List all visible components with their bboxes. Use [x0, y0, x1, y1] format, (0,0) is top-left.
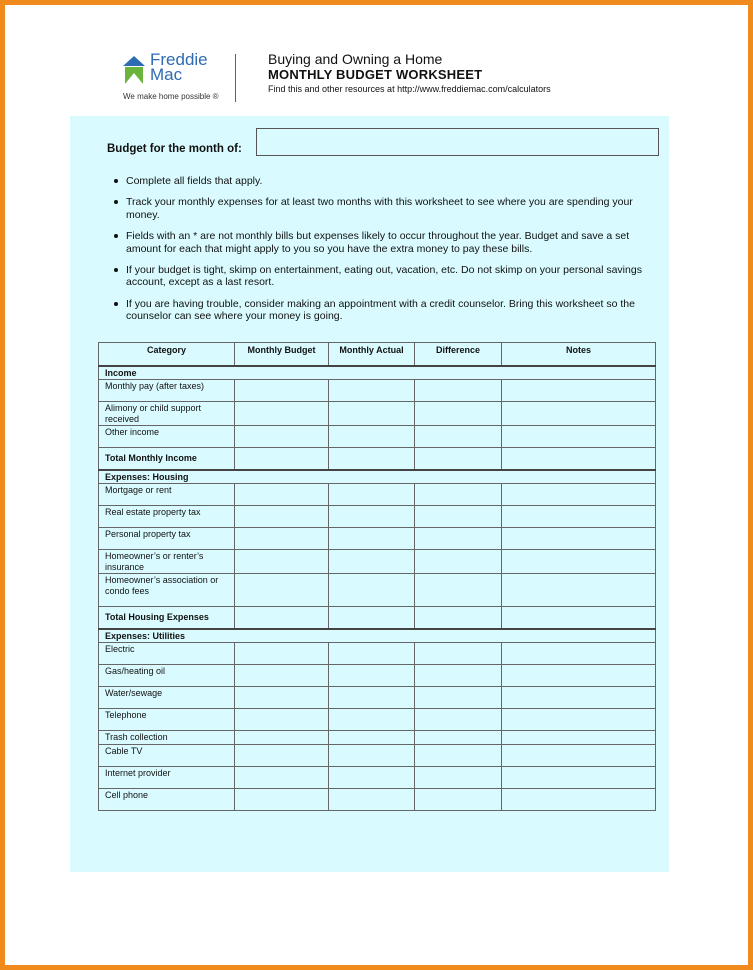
notes-cell[interactable] — [502, 665, 656, 687]
monthly-actual-cell[interactable] — [329, 448, 415, 470]
monthly-actual-cell[interactable] — [329, 550, 415, 574]
difference-cell[interactable] — [415, 607, 502, 629]
monthly-actual-cell[interactable] — [329, 788, 415, 810]
table-row — [99, 484, 656, 506]
category-label: Alimony or child support received — [99, 402, 235, 426]
monthly-actual-cell[interactable] — [329, 709, 415, 731]
monthly-budget-cell[interactable] — [235, 766, 329, 788]
monthly-budget-cell[interactable] — [235, 380, 329, 402]
bullet-icon — [114, 234, 118, 238]
notes-cell[interactable] — [502, 643, 656, 665]
table-row — [99, 550, 656, 574]
table-row — [99, 766, 656, 788]
instruction-text: If you are having trouble, consider making an appointment with a credit counselor. Bring this worksheet so the counselor can see where your money is going. — [126, 297, 635, 323]
table-row — [99, 574, 656, 607]
monthly-budget-cell[interactable] — [235, 426, 329, 448]
total-row — [99, 607, 656, 629]
monthly-budget-cell[interactable] — [235, 788, 329, 810]
category-label: Internet provider — [99, 766, 235, 788]
table-row — [99, 709, 656, 731]
instruction-item — [112, 298, 652, 323]
monthly-budget-cell[interactable] — [235, 744, 329, 766]
monthly-budget-cell[interactable] — [235, 643, 329, 665]
monthly-actual-cell[interactable] — [329, 426, 415, 448]
brand-tagline: We make home possible ® — [123, 92, 219, 101]
notes-cell[interactable] — [502, 380, 656, 402]
table-row — [99, 380, 656, 402]
table-row — [99, 788, 656, 810]
section-label: Expenses: Housing — [99, 470, 656, 484]
monthly-actual-cell[interactable] — [329, 506, 415, 528]
table-row — [99, 744, 656, 766]
table-header-row — [99, 343, 656, 366]
table-row — [99, 665, 656, 687]
table-row — [99, 643, 656, 665]
category-label: Gas/heating oil — [99, 665, 235, 687]
difference-cell[interactable] — [415, 402, 502, 426]
monthly-actual-cell[interactable] — [329, 665, 415, 687]
notes-cell[interactable] — [502, 574, 656, 607]
instruction-text: If your budget is tight, skimp on entertainment, eating out, vacation, etc. Do not skimp on your personal savings account, except as a last resort. — [126, 264, 642, 289]
monthly-budget-cell[interactable] — [235, 709, 329, 731]
notes-cell[interactable] — [502, 744, 656, 766]
section-row — [99, 366, 656, 380]
total-row — [99, 448, 656, 470]
table-row — [99, 426, 656, 448]
notes-cell[interactable] — [502, 607, 656, 629]
freddie-mac-logo — [123, 52, 233, 104]
section-row — [99, 629, 656, 643]
resources-link-text: Find this and other resources at http://www.freddiemac.com/calculators — [268, 84, 551, 94]
column-header-notes: Notes — [502, 343, 656, 366]
table-row — [99, 687, 656, 709]
category-label: Other income — [99, 426, 235, 448]
difference-cell[interactable] — [415, 448, 502, 470]
bullet-icon — [114, 179, 118, 183]
category-label: Trash collection — [99, 731, 235, 745]
notes-cell[interactable] — [502, 709, 656, 731]
monthly-budget-cell[interactable] — [235, 731, 329, 745]
difference-cell[interactable] — [415, 709, 502, 731]
difference-cell[interactable] — [415, 731, 502, 745]
notes-cell[interactable] — [502, 687, 656, 709]
budget-month-field[interactable] — [256, 128, 659, 156]
monthly-budget-cell[interactable] — [235, 402, 329, 426]
notes-cell[interactable] — [502, 484, 656, 506]
monthly-actual-cell[interactable] — [329, 574, 415, 607]
bullet-icon — [114, 200, 118, 204]
monthly-budget-cell[interactable] — [235, 528, 329, 550]
table-row — [99, 402, 656, 426]
monthly-actual-cell[interactable] — [329, 380, 415, 402]
column-header-category: Category — [99, 343, 235, 366]
monthly-actual-cell[interactable] — [329, 687, 415, 709]
category-label: Real estate property tax — [99, 506, 235, 528]
bullet-icon — [114, 302, 118, 306]
notes-cell[interactable] — [502, 426, 656, 448]
monthly-actual-cell[interactable] — [329, 402, 415, 426]
notes-cell[interactable] — [502, 788, 656, 810]
difference-cell[interactable] — [415, 550, 502, 574]
monthly-actual-cell[interactable] — [329, 607, 415, 629]
category-label: Homeowner’s association or condo fees — [99, 574, 235, 607]
instruction-item — [112, 196, 652, 221]
difference-cell[interactable] — [415, 744, 502, 766]
difference-cell[interactable] — [415, 528, 502, 550]
column-header-difference: Difference — [415, 343, 502, 366]
category-label: Homeowner’s or renter’s insurance — [99, 550, 235, 574]
monthly-actual-cell[interactable] — [329, 744, 415, 766]
difference-cell[interactable] — [415, 665, 502, 687]
difference-cell[interactable] — [415, 380, 502, 402]
category-label: Cable TV — [99, 744, 235, 766]
section-label: Income — [99, 366, 656, 380]
difference-cell[interactable] — [415, 484, 502, 506]
notes-cell[interactable] — [502, 550, 656, 574]
section-label: Expenses: Utilities — [99, 629, 656, 643]
category-label: Telephone — [99, 709, 235, 731]
difference-cell[interactable] — [415, 788, 502, 810]
difference-cell[interactable] — [415, 574, 502, 607]
monthly-budget-cell[interactable] — [235, 506, 329, 528]
monthly-budget-cell[interactable] — [235, 607, 329, 629]
table-row — [99, 731, 656, 745]
header-subtitle: Buying and Owning a Home — [268, 51, 443, 67]
difference-cell[interactable] — [415, 506, 502, 528]
notes-cell[interactable] — [502, 766, 656, 788]
notes-cell[interactable] — [502, 731, 656, 745]
monthly-budget-cell[interactable] — [235, 484, 329, 506]
category-label: Electric — [99, 643, 235, 665]
monthly-budget-cell[interactable] — [235, 665, 329, 687]
table-row — [99, 506, 656, 528]
monthly-actual-cell[interactable] — [329, 766, 415, 788]
column-header-monthly-actual: Monthly Actual — [329, 343, 415, 366]
notes-cell[interactable] — [502, 528, 656, 550]
instruction-item — [112, 230, 652, 255]
brand-name-line2: Mac — [150, 65, 183, 84]
bullet-icon — [114, 268, 118, 272]
column-header-monthly-budget: Monthly Budget — [235, 343, 329, 366]
monthly-actual-cell[interactable] — [329, 528, 415, 550]
budget-table — [98, 342, 656, 811]
monthly-budget-cell[interactable] — [235, 574, 329, 607]
difference-cell[interactable] — [415, 687, 502, 709]
category-label: Personal property tax — [99, 528, 235, 550]
instruction-text: Track your monthly expenses for at least two months with this worksheet to see where you are spending your money. — [126, 196, 633, 221]
instruction-item — [112, 264, 652, 289]
header-divider — [235, 54, 236, 102]
monthly-actual-cell[interactable] — [329, 731, 415, 745]
budget-month-label: Budget for the month of: — [107, 143, 242, 155]
notes-cell[interactable] — [502, 506, 656, 528]
difference-cell[interactable] — [415, 643, 502, 665]
monthly-budget-cell[interactable] — [235, 448, 329, 470]
monthly-actual-cell[interactable] — [329, 484, 415, 506]
monthly-budget-cell[interactable] — [235, 687, 329, 709]
category-label: Water/sewage — [99, 687, 235, 709]
category-label: Total Housing Expenses — [99, 607, 235, 629]
difference-cell[interactable] — [415, 426, 502, 448]
page-title: MONTHLY BUDGET WORKSHEET — [268, 67, 483, 82]
instructions-list — [112, 175, 652, 332]
monthly-budget-cell[interactable] — [235, 550, 329, 574]
category-label: Mortgage or rent — [99, 484, 235, 506]
monthly-actual-cell[interactable] — [329, 643, 415, 665]
notes-cell[interactable] — [502, 448, 656, 470]
category-label: Total Monthly Income — [99, 448, 235, 470]
instruction-text: Fields with an * are not monthly bills but expenses likely to occur throughout the year. Budget and save a set amount for each that might apply to you so you have the extra money to pay these bills. — [126, 230, 630, 255]
instruction-text: Complete all fields that apply. — [126, 175, 263, 187]
difference-cell[interactable] — [415, 766, 502, 788]
notes-cell[interactable] — [502, 402, 656, 426]
instruction-item — [112, 175, 652, 187]
category-label: Cell phone — [99, 788, 235, 810]
table-row — [99, 528, 656, 550]
section-row — [99, 470, 656, 484]
category-label: Monthly pay (after taxes) — [99, 380, 235, 402]
house-icon — [123, 54, 145, 86]
brand-name-line1: Freddie — [150, 50, 208, 69]
